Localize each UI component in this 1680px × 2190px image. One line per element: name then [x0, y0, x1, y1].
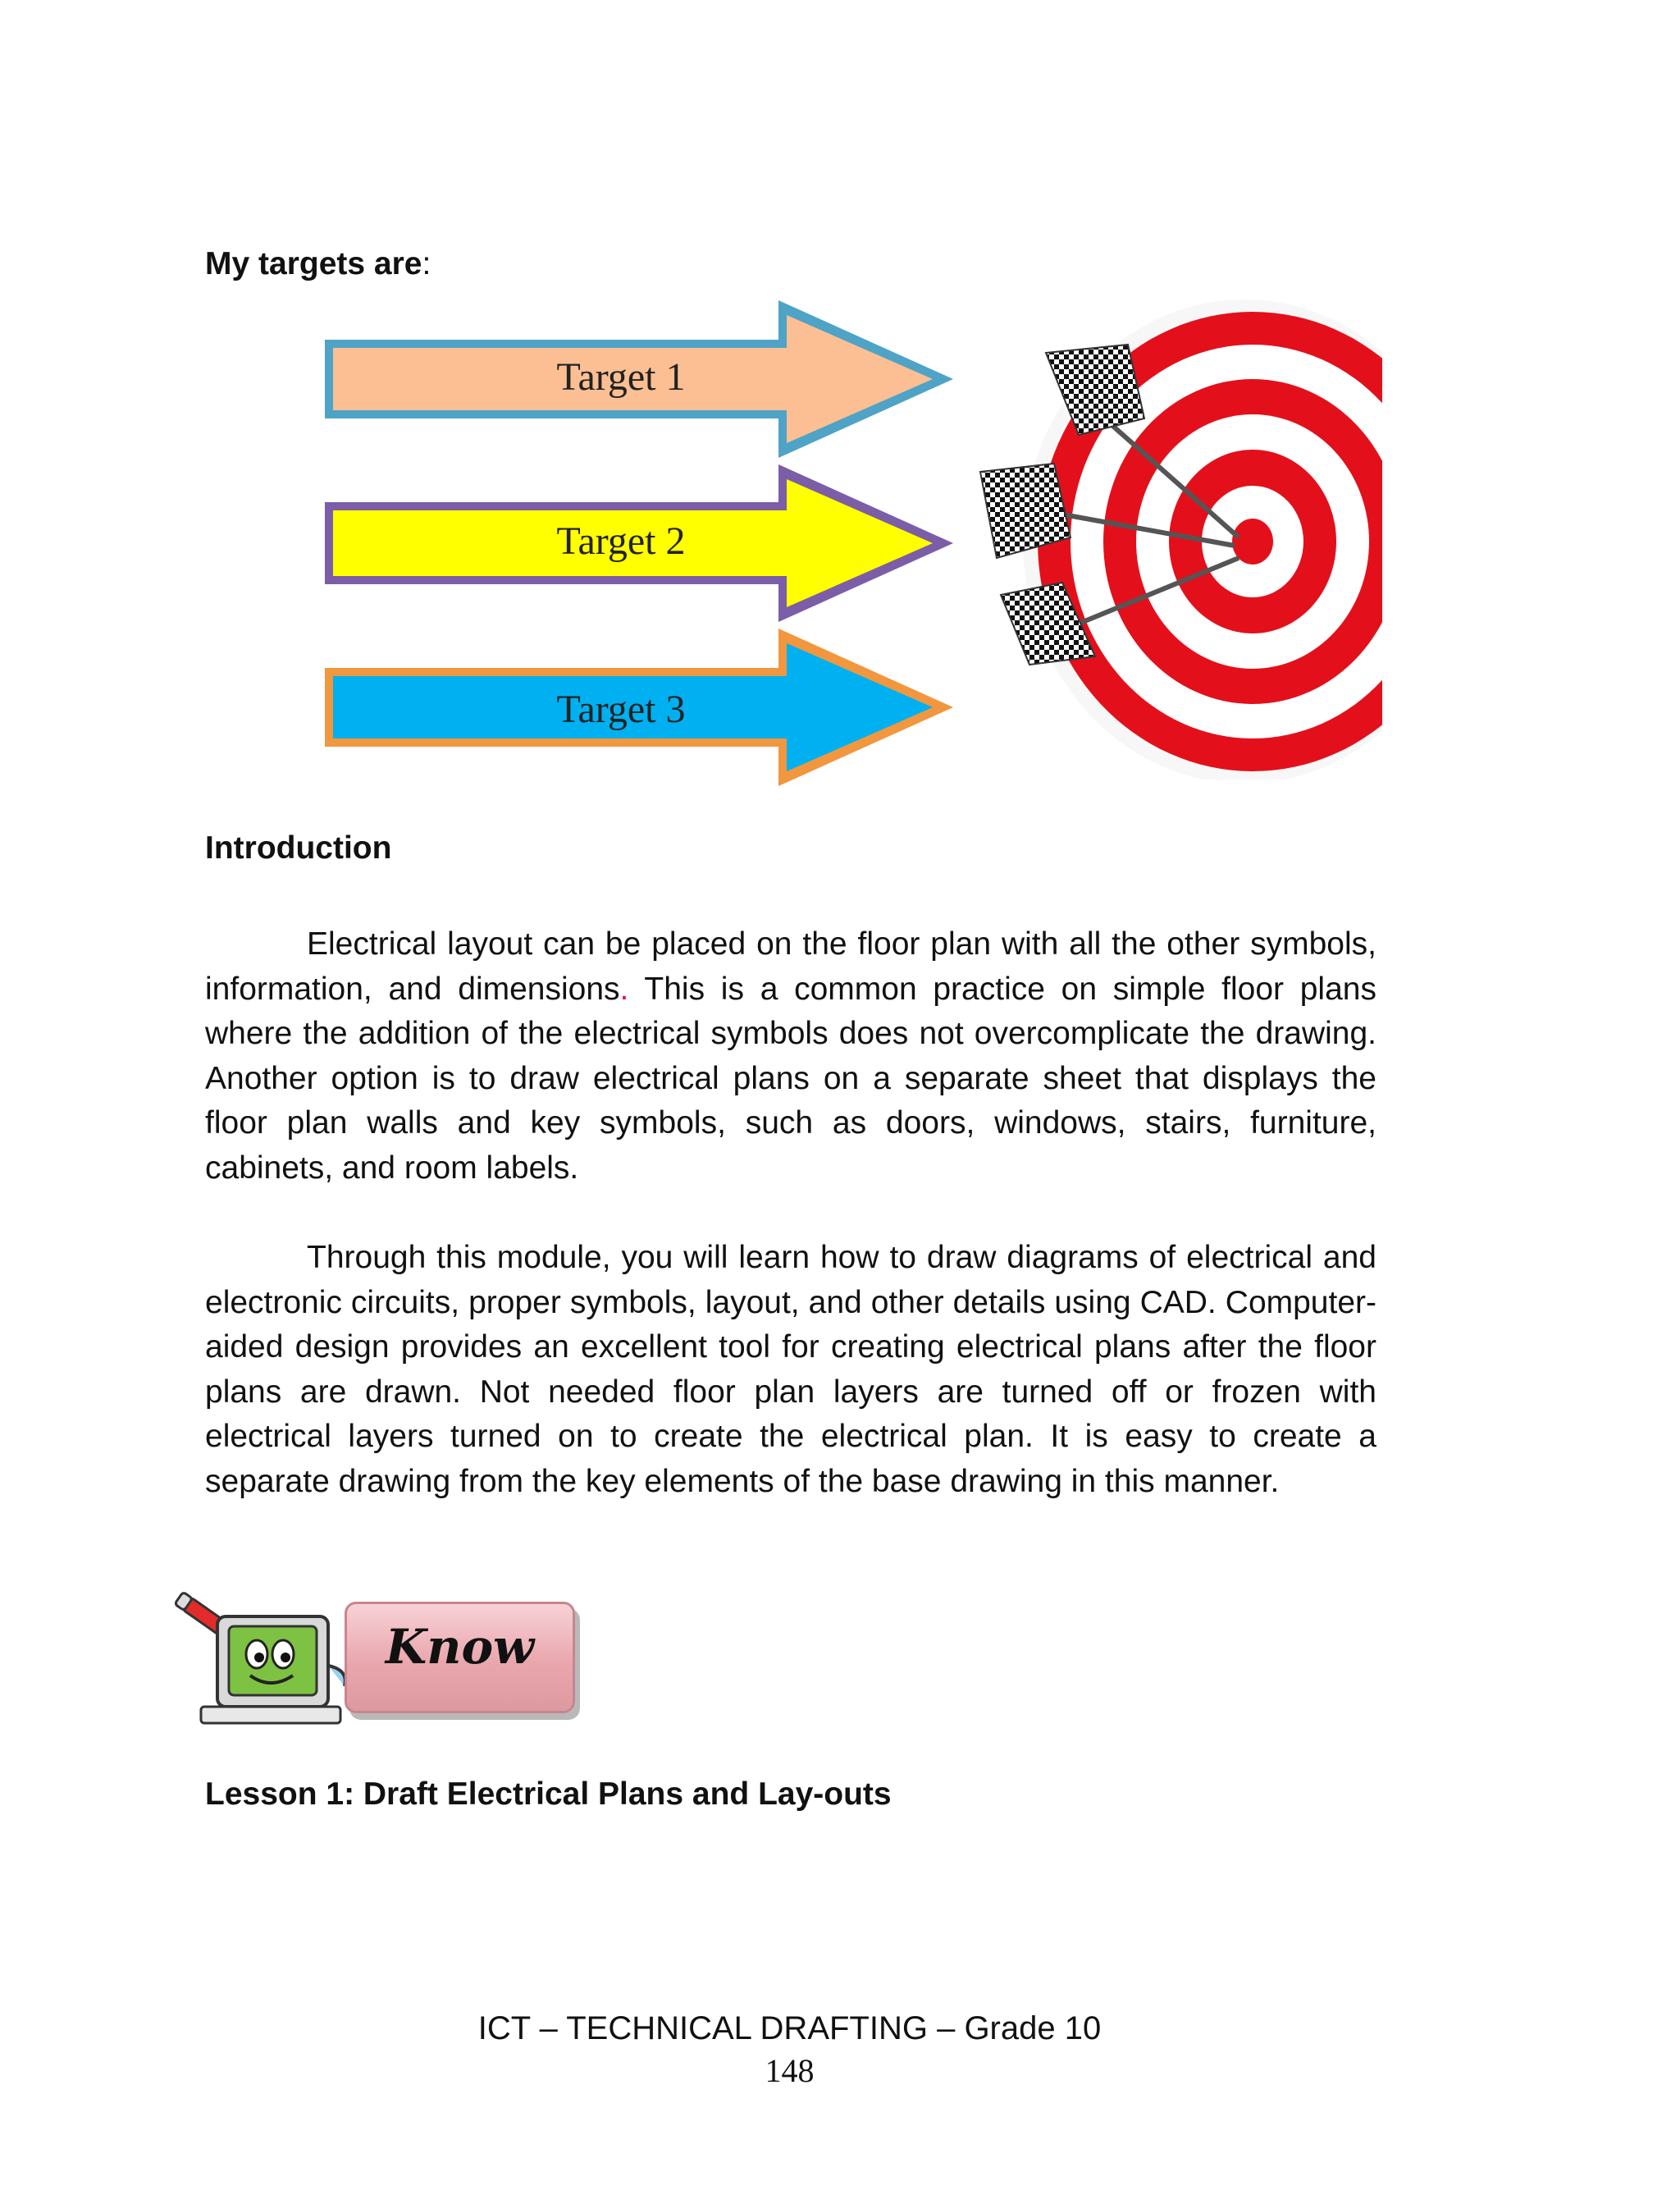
intro-paragraph-1: Electrical layout can be placed on the floor plan with all the other symbols, information, and dimensions. This is a common practice on simple floor plans where the addition of the electrical symbols does not overcomplicate the drawing. Another option is to draw electrical plans on a separate sheet that displays the floor plan walls and key symbols, such as doors, windows, stairs, furniture, cabinets, and room labels. — [205, 926, 1376, 1186]
arrow-label-3: Target 3 — [556, 688, 686, 731]
target-arrow-2 — [322, 461, 957, 625]
arrow-label-1: Target 1 — [556, 355, 686, 399]
computer-mascot-icon — [168, 1584, 349, 1727]
know-label: Know — [385, 1619, 535, 1675]
arrow-label-2: Target 2 — [556, 519, 686, 563]
targets-heading: My targets are: — [205, 246, 431, 281]
intro-paragraph-2: Through this module, you will learn how to draw diagrams of electrical and electronic circuits, proper symbols, layout, and other details using CAD. Computer-aided design provides an excellent tool for creating electrical plans after the floor plans are drawn. Not needed floor plan layers are turned off or frozen with electrical layers turned on to create the electrical plan. It is easy to create a separate drawing from the key elements of the base drawing in this manner. — [205, 1240, 1376, 1499]
introduction-heading: Introduction — [205, 830, 392, 866]
target-arrow-3 — [322, 625, 957, 789]
dartboard-illustration — [956, 295, 1382, 780]
target-arrow-1 — [322, 297, 957, 461]
know-badge — [168, 1584, 595, 1727]
lesson-heading: Lesson 1: Draft Electrical Plans and Lay-outs — [205, 1776, 892, 1812]
page-number: 148 — [765, 2052, 815, 2089]
footer-course-line: ICT – TECHNICAL DRAFTING – Grade 10 — [477, 2010, 1102, 2046]
know-button-shape — [345, 1602, 575, 1713]
